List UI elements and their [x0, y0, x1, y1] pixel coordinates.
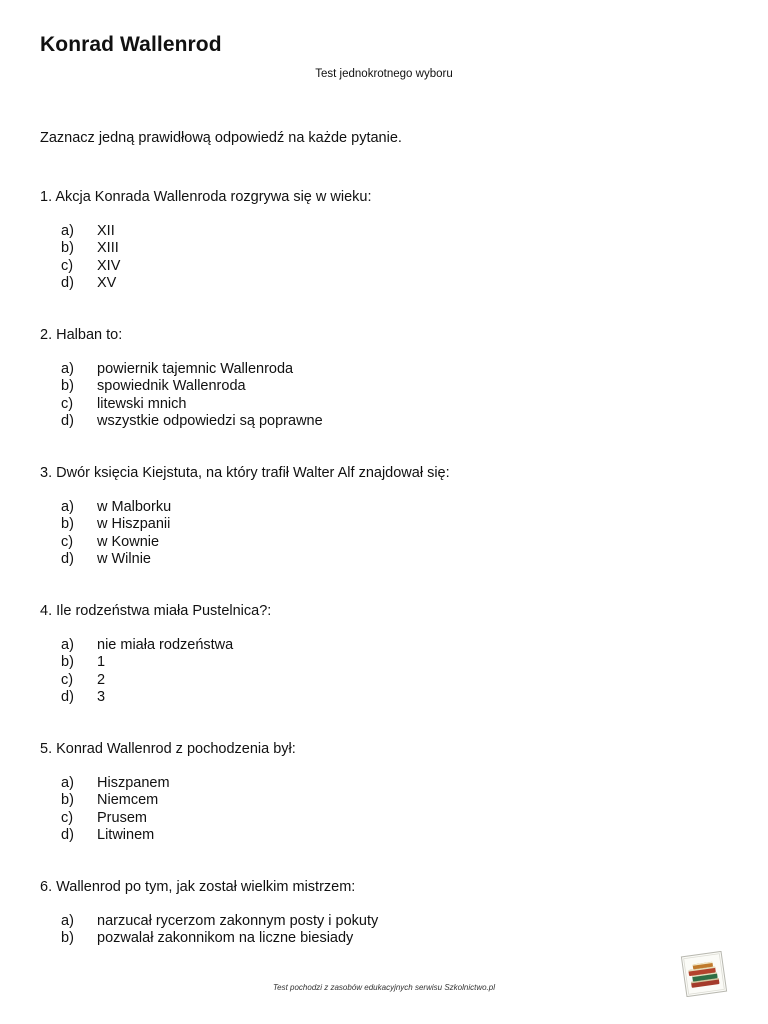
option-text: w Malborku — [97, 499, 172, 515]
option-c — [61, 534, 450, 551]
question-3 — [40, 464, 450, 568]
option-text: w Kownie — [97, 533, 160, 550]
document-subtitle: Test jednokrotnego wyboru — [315, 68, 453, 80]
option-a — [61, 775, 296, 792]
option-text: 2 — [97, 671, 106, 688]
option-b — [61, 792, 296, 809]
option-letter: b) — [61, 516, 74, 533]
option-a — [61, 361, 323, 378]
option-letter: d) — [61, 274, 74, 291]
option-text: XIII — [97, 240, 119, 257]
option-a — [61, 913, 378, 930]
books-stack-icon — [679, 951, 729, 997]
option-a — [61, 223, 372, 240]
option-letter: c) — [61, 533, 74, 550]
option-text: pozwalał zakonnikom na liczne biesiady — [97, 930, 354, 947]
option-a — [61, 637, 271, 654]
option-letter: d) — [61, 412, 74, 429]
instruction-text: Zaznacz jedną prawidłową odpowiedź na każde pytanie. — [40, 130, 402, 146]
option-b — [61, 654, 271, 671]
footer-source-note: Test pochodzi z zasobów edukacyjnych serwisu Szkolnictwo.pl — [272, 983, 496, 992]
question-5 — [40, 740, 296, 844]
option-letter: a) — [61, 223, 74, 239]
question-text: 2. Halban to: — [40, 327, 123, 343]
option-letter: c) — [61, 809, 74, 826]
option-text: 3 — [97, 688, 106, 705]
option-c — [61, 396, 323, 413]
option-letter: b) — [61, 654, 74, 671]
options-list — [61, 499, 450, 568]
question-2 — [40, 326, 323, 430]
option-letter: c) — [61, 395, 74, 412]
question-text: 4. Ile rodzeństwa miała Pustelnica?: — [40, 603, 272, 619]
options-list — [61, 361, 323, 430]
question-6 — [40, 878, 378, 948]
option-text: Niemcem — [97, 792, 159, 809]
option-letter: b) — [61, 378, 74, 395]
option-text: powiernik tajemnic Wallenroda — [97, 361, 294, 377]
option-d — [61, 551, 450, 568]
option-text: XV — [97, 274, 117, 291]
option-b — [61, 240, 372, 257]
question-text: 3. Dwór księcia Kiejstuta, na który trafił Walter Alf znajdował się: — [40, 465, 450, 481]
option-b — [61, 378, 323, 395]
option-letter: a) — [61, 361, 74, 377]
option-letter: a) — [61, 775, 74, 791]
question-text: 6. Wallenrod po tym, jak został wielkim mistrzem: — [40, 879, 356, 895]
option-letter: d) — [61, 550, 74, 567]
option-c — [61, 258, 372, 275]
option-letter: c) — [61, 257, 74, 274]
option-letter: d) — [61, 826, 74, 843]
options-list — [61, 775, 296, 844]
option-text: w Hiszpanii — [97, 516, 171, 533]
option-text: Prusem — [97, 809, 147, 826]
option-c — [61, 810, 296, 827]
question-4 — [40, 602, 271, 706]
option-d — [61, 689, 271, 706]
document-title: Konrad Wallenrod — [40, 33, 222, 56]
option-letter: a) — [61, 499, 74, 515]
option-letter: b) — [61, 930, 74, 947]
option-letter: d) — [61, 688, 74, 705]
option-text: 1 — [97, 654, 106, 671]
option-letter: a) — [61, 913, 74, 929]
option-letter: a) — [61, 637, 74, 653]
option-letter: b) — [61, 792, 74, 809]
option-d — [61, 275, 372, 292]
option-b — [61, 516, 450, 533]
option-c — [61, 672, 271, 689]
option-text: litewski mnich — [97, 395, 187, 412]
option-b — [61, 930, 378, 947]
options-list — [61, 913, 378, 948]
options-list — [61, 223, 372, 292]
option-text: w Wilnie — [97, 550, 151, 567]
option-d — [61, 413, 323, 430]
option-text: XII — [97, 223, 115, 239]
question-1 — [40, 188, 372, 292]
option-a — [61, 499, 450, 516]
question-text: 1. Akcja Konrada Wallenroda rozgrywa się w wieku: — [40, 189, 372, 205]
option-letter: b) — [61, 240, 74, 257]
option-text: nie miała rodzeństwa — [97, 637, 234, 653]
option-d — [61, 827, 296, 844]
question-text: 5. Konrad Wallenrod z pochodzenia był: — [40, 741, 296, 757]
options-list — [61, 637, 271, 706]
option-text: wszystkie odpowiedzi są poprawne — [97, 412, 323, 429]
option-text: Hiszpanem — [97, 775, 170, 791]
option-text: narzucał rycerzom zakonnym posty i pokuty — [97, 913, 379, 929]
option-letter: c) — [61, 671, 74, 688]
option-text: XIV — [97, 257, 121, 274]
option-text: Litwinem — [97, 826, 155, 843]
option-text: spowiednik Wallenroda — [97, 378, 246, 395]
